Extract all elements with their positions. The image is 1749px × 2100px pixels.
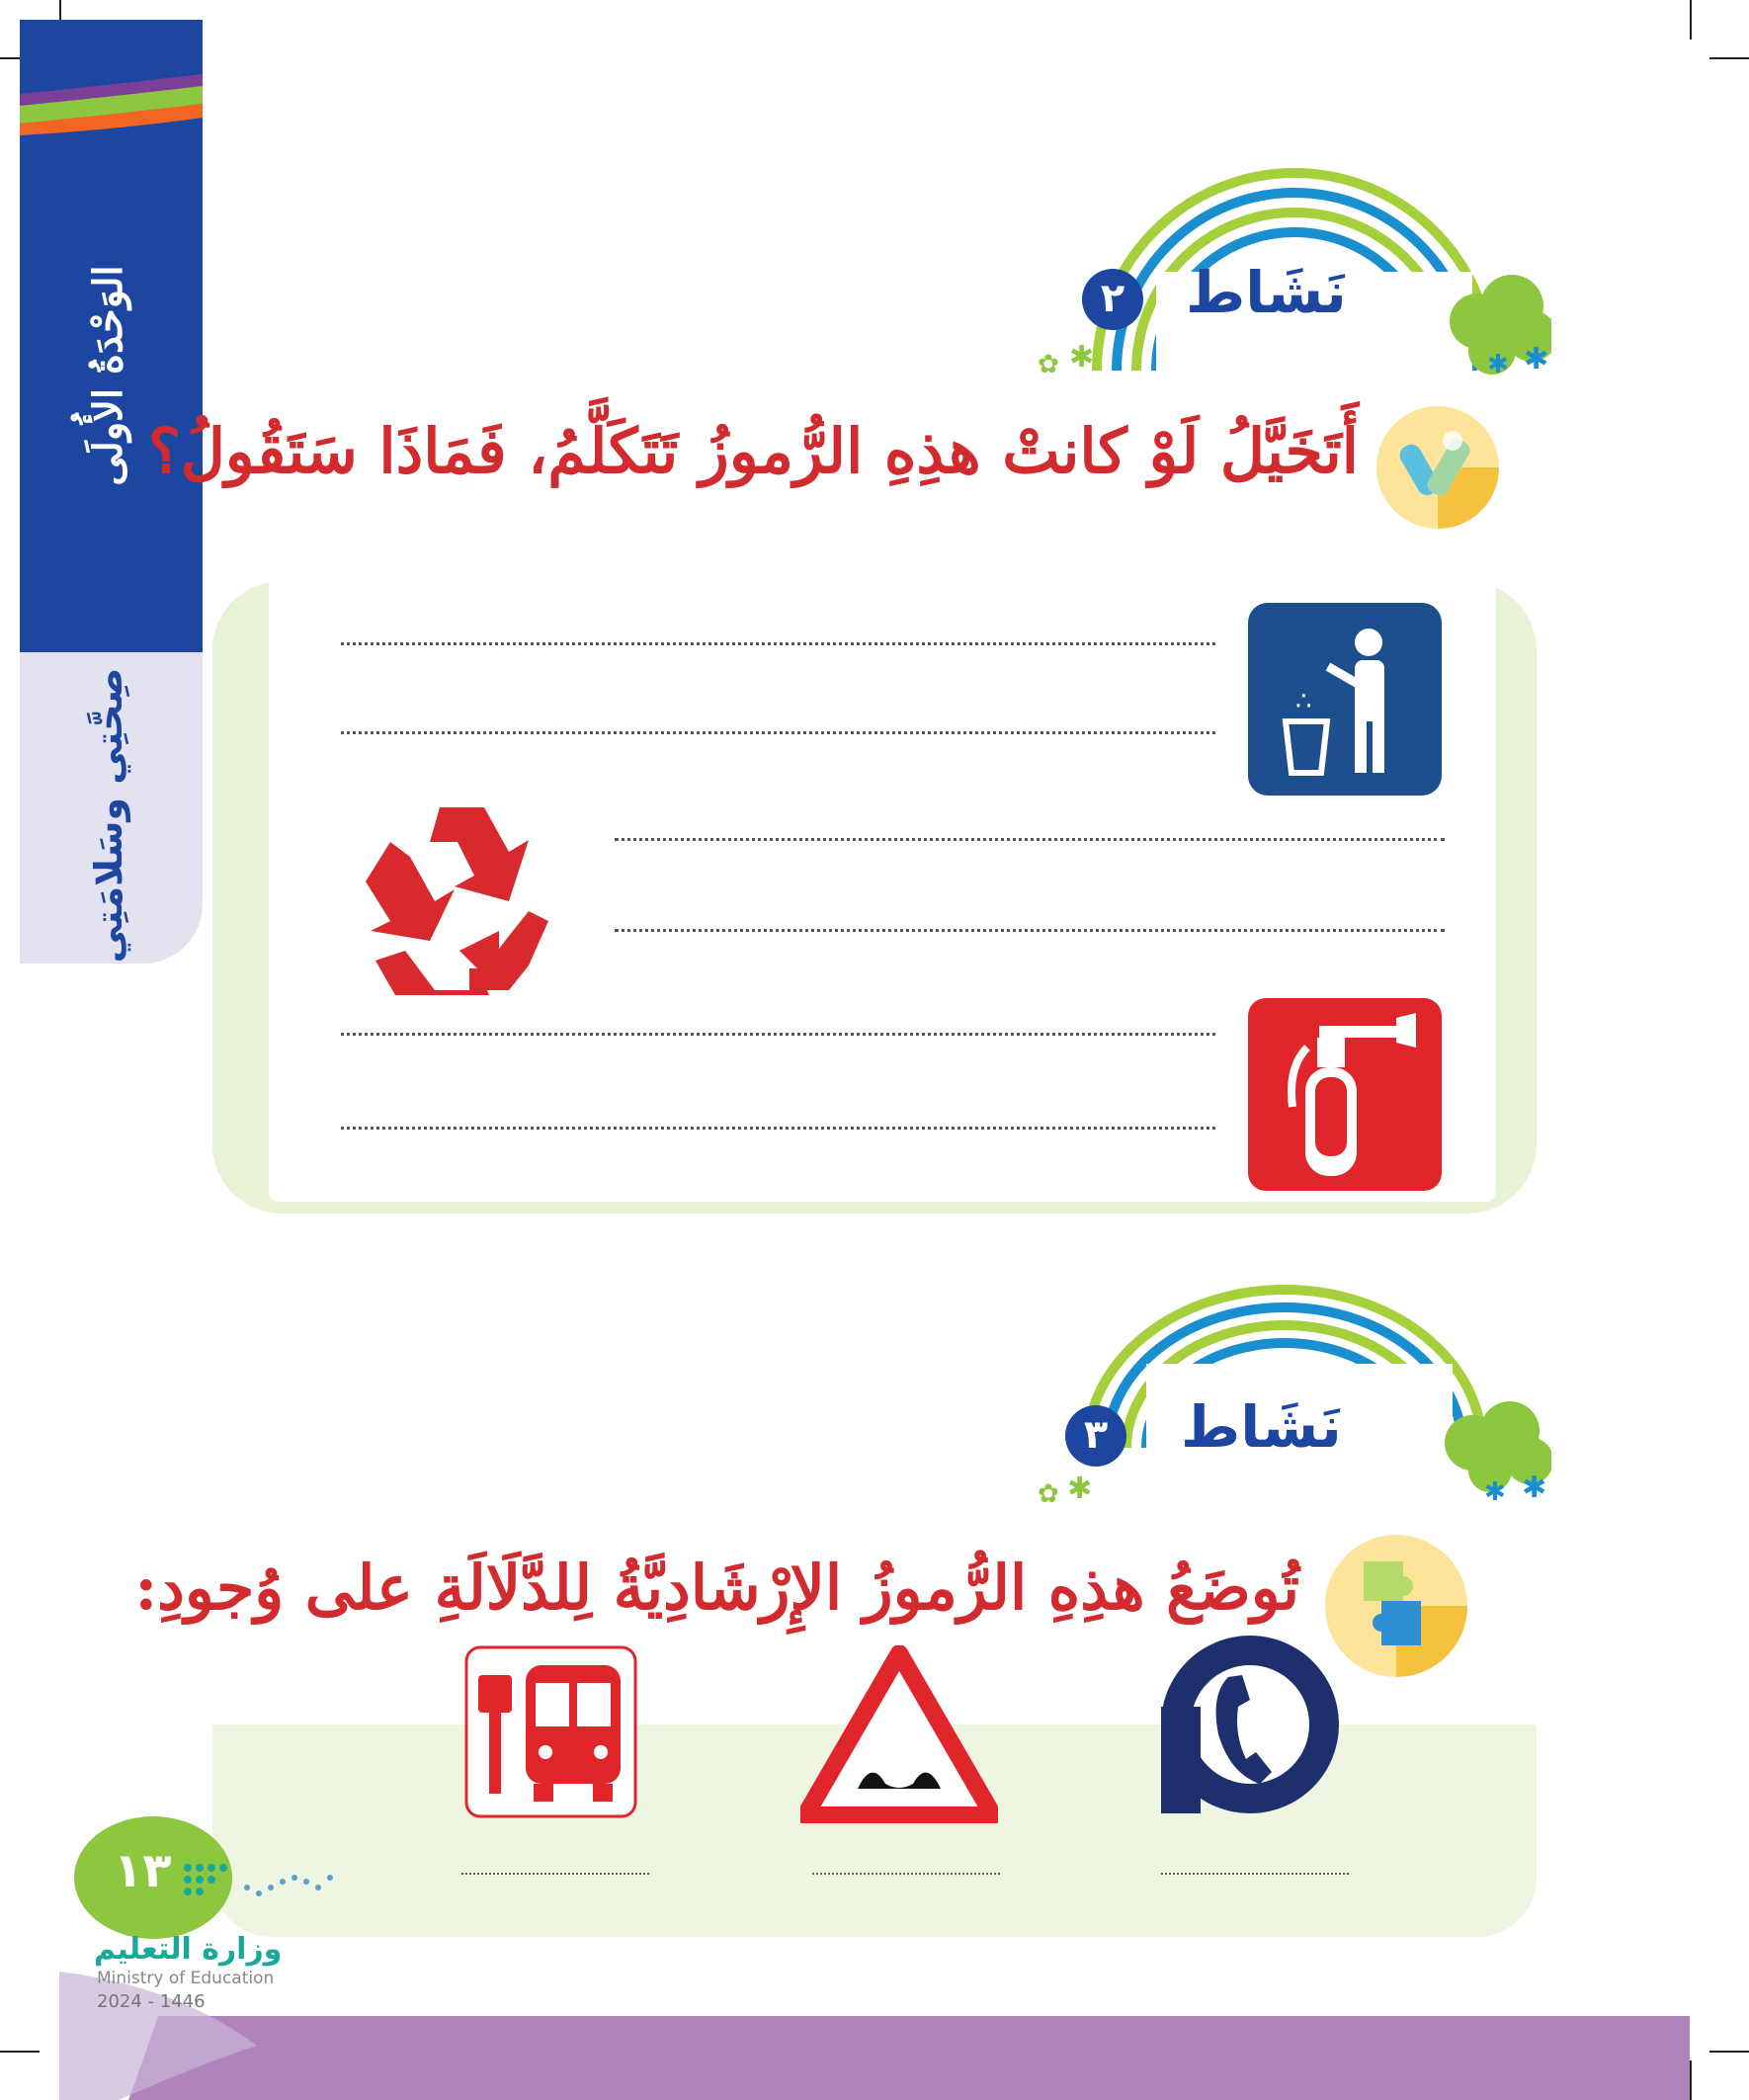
svg-text:✿: ✿ [1038,350,1059,379]
svg-text:✿: ✿ [1038,1479,1059,1509]
page-number: ١٣ [114,1843,172,1898]
svg-text:∴: ∴ [1295,687,1312,716]
bus-stop-sign [464,1645,637,1818]
answer-line[interactable] [341,731,1215,734]
activity-2-number: ٢ [1082,269,1143,330]
puzzle-icon [1322,1532,1470,1680]
answer-line[interactable] [341,1033,1215,1036]
crop-mark [1709,57,1749,59]
imagine-icon [1374,403,1502,532]
activity-2-rainbow [1038,114,1551,390]
answer-line[interactable] [615,929,1445,932]
activity-2-question: أَتَخَيَّلُ لَوْ كانتْ هذِهِ الرُّموزُ تَتَكَلَّمُ، فَمَاذَا سَتَقُولُ؟ [147,415,1359,487]
speed-bump-sign [800,1645,998,1823]
svg-text:✱: ✱ [1487,350,1509,379]
unit-sidebar [20,20,203,964]
ministry-logo-dots [178,1858,346,1917]
activity-2-label: نَشَاط [1186,259,1347,326]
svg-text:✱: ✱ [1484,1477,1506,1507]
svg-text:✱: ✱ [1067,1471,1093,1506]
answer-line[interactable] [1161,1873,1349,1875]
ministry-name-en: Ministry of Education [97,1969,275,1988]
svg-text:✱: ✱ [1522,1470,1547,1505]
answer-line[interactable] [812,1873,1000,1875]
fire-extinguisher-symbol [1248,998,1442,1191]
edition-year: 2024 - 1446 [97,1991,206,2012]
unit-topic: صِحَّتِي وسَلامَتِي [87,667,130,964]
trash-bin-symbol [1248,603,1442,796]
crop-mark [1690,0,1692,40]
unit-title: الوَحْدَةُ الأُولَى [85,265,131,486]
answer-line[interactable] [461,1873,649,1875]
svg-text:✱: ✱ [1524,342,1549,377]
activity-3-number: ٣ [1065,1405,1126,1467]
telephone-sign [1161,1636,1339,1813]
answer-line[interactable] [341,642,1215,645]
answer-line[interactable] [615,838,1445,841]
sidebar-stripes [20,74,203,153]
activity-3-question: تُوضَعُ هذِهِ الرُّموزُ الإِرْشَادِيَّةُ لِلدَّلَالَةِ على وُجودِ: [134,1552,1299,1624]
svg-text:✱: ✱ [1069,340,1095,375]
recycle-symbol [361,802,563,995]
ministry-name-ar: وزارة التعليم [94,1932,283,1967]
answer-line[interactable] [341,1127,1215,1130]
activity-3-label: نَشَاط [1181,1393,1342,1461]
